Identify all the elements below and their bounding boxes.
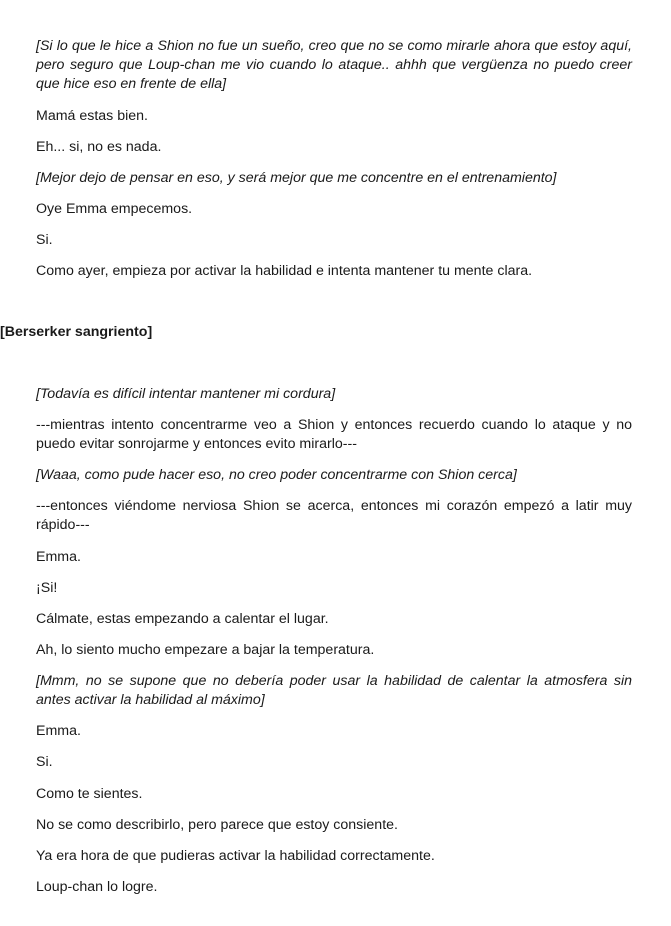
paragraph-thought-shion-dream: [Si lo que le hice a Shion no fue un sueño, creo que no se como mirarle ahora que estoy aquí, pero seguro que Loup-chan me vio cuando lo ataque.. ahhh que vergüenza no puedo creer que hice eso en frente de ella]	[36, 38, 632, 92]
paragraph-thought-entrenamiento: [Mejor dejo de pensar en eso, y será mejor que me concentre en el entrenamiento]	[36, 170, 557, 186]
paragraph-como-te-sientes: Como te sientes.	[36, 786, 143, 802]
paragraph-loup-chan: Loup-chan lo logre.	[36, 879, 158, 895]
paragraph-oye-emma: Oye Emma empecemos.	[36, 201, 193, 217]
paragraph-ya-era-hora: Ya era hora de que pudieras activar la habilidad correctamente.	[36, 848, 435, 864]
paragraph-calmate: Cálmate, estas empezando a calentar el lugar.	[36, 611, 329, 627]
paragraph-si-1: Si.	[36, 232, 53, 248]
paragraph-narration-sonrojarme: ---mientras intento concentrarme veo a Shion y entonces recuerdo cuando lo ataque y no puedo evitar sonrojarme y entonces evito mirarlo---	[36, 417, 632, 452]
paragraph-mama-estas-bien: Mamá estas bien.	[36, 108, 148, 124]
section-heading: [Berserker sangriento]	[0, 324, 153, 340]
paragraph-como-ayer: Como ayer, empieza por activar la habilidad e intenta mantener tu mente clara.	[36, 263, 533, 279]
paragraph-emma-1: Emma.	[36, 549, 81, 565]
paragraph-si-2: Si.	[36, 754, 53, 770]
paragraph-thought-cordura: [Todavía es difícil intentar mantener mi cordura]	[36, 386, 336, 402]
paragraph-ah-lo-siento: Ah, lo siento mucho empezare a bajar la temperatura.	[36, 642, 375, 658]
paragraph-si-exclaim: ¡Si!	[36, 580, 58, 596]
paragraph-thought-waaa: [Waaa, como pude hacer eso, no creo poder concentrarme con Shion cerca]	[36, 467, 517, 483]
paragraph-emma-2: Emma.	[36, 723, 81, 739]
paragraph-eh-si: Eh... si, no es nada.	[36, 139, 162, 155]
paragraph-thought-mmm: [Mmm, no se supone que no debería poder usar la habilidad de calentar la atmosfera sin antes activar la habilidad al máximo]	[36, 673, 632, 708]
paragraph-narration-corazon: ---entonces viéndome nerviosa Shion se acerca, entonces mi corazón empezó a latir muy rápido---	[36, 498, 632, 533]
paragraph-no-se-como: No se como describirlo, pero parece que estoy consiente.	[36, 817, 398, 833]
